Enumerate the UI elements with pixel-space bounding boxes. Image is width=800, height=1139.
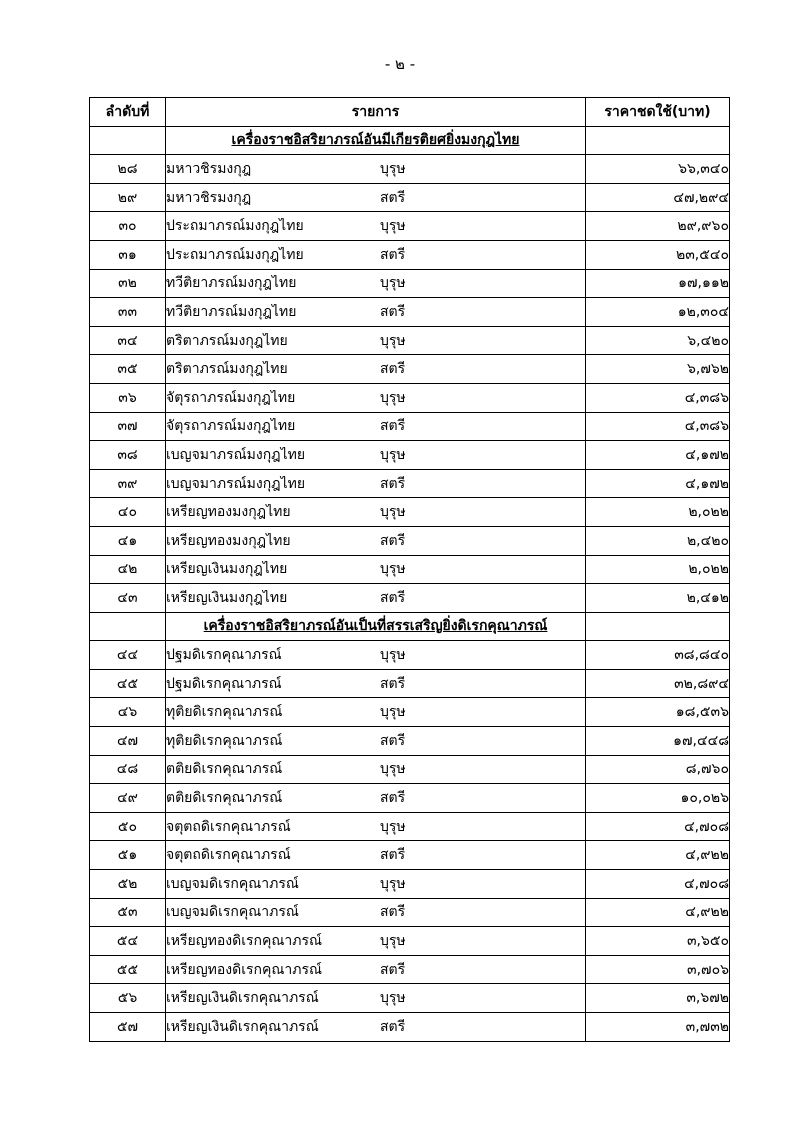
row-item-cell <box>166 669 586 698</box>
row-item-cell <box>166 784 586 813</box>
row-number: ๔๒ <box>90 555 166 584</box>
item-gender: บุรุษ <box>380 875 406 892</box>
row-item-cell <box>166 526 586 555</box>
item-name: เหรียญเงินดิเรกคุณาภรณ์ <box>166 990 319 1007</box>
row-item-cell <box>166 755 586 784</box>
row-price: ๔,๗๐๘ <box>586 870 730 899</box>
row-item-cell <box>166 269 586 298</box>
item-name: ทุติยดิเรกคุณาภรณ์ <box>166 704 283 721</box>
row-number: ๔๓ <box>90 584 166 613</box>
row-item-cell <box>166 841 586 870</box>
header-price: ราคาชดใช้(บาท) <box>586 98 730 127</box>
row-number: ๓๕ <box>90 355 166 384</box>
item-name: จตุตถดิเรกคุณาภรณ์ <box>166 847 291 864</box>
table-row <box>90 269 730 298</box>
row-number: ๒๙ <box>90 183 166 212</box>
item-gender: สตรี <box>380 189 406 206</box>
item-name: ตริตาภรณ์มงกุฎไทย <box>166 361 288 378</box>
item-name: ประถมาภรณ์มงกุฎไทย <box>166 218 304 235</box>
item-name: จตุตถดิเรกคุณาภรณ์ <box>166 818 291 835</box>
section-empty-no-cell <box>90 612 166 641</box>
item-gender: สตรี <box>380 532 406 549</box>
table-row <box>90 498 730 527</box>
row-price: ๒,๐๒๒ <box>586 498 730 527</box>
row-number: ๒๘ <box>90 155 166 184</box>
item-gender: บุรุษ <box>380 160 406 177</box>
row-item-cell <box>166 584 586 613</box>
row-price: ๖,๔๒๐ <box>586 326 730 355</box>
row-number: ๓๙ <box>90 469 166 498</box>
item-name: ทุติยดิเรกคุณาภรณ์ <box>166 732 283 749</box>
row-item-cell <box>166 469 586 498</box>
row-number: ๕๕ <box>90 955 166 984</box>
row-price: ๖,๗๖๒ <box>586 355 730 384</box>
row-number: ๕๓ <box>90 898 166 927</box>
row-item-cell <box>166 240 586 269</box>
item-gender: สตรี <box>380 904 406 921</box>
item-name: เบญจมาภรณ์มงกุฎไทย <box>166 475 306 492</box>
table-row <box>90 441 730 470</box>
row-item-cell <box>166 412 586 441</box>
item-name: เหรียญทองดิเรกคุณาภรณ์ <box>166 961 322 978</box>
table-row <box>90 841 730 870</box>
table-header-row <box>90 98 730 127</box>
item-name: เหรียญทองมงกุฎไทย <box>166 532 291 549</box>
row-price: ๒๓,๕๔๐ <box>586 240 730 269</box>
table-row <box>90 898 730 927</box>
table-row <box>90 183 730 212</box>
table-row <box>90 212 730 241</box>
row-price: ๑๗,๔๔๘ <box>586 727 730 756</box>
item-gender: สตรี <box>380 418 406 435</box>
item-gender: บุรุษ <box>380 218 406 235</box>
table-row <box>90 812 730 841</box>
row-item-cell <box>166 326 586 355</box>
item-gender: บุรุษ <box>380 332 406 349</box>
table-row <box>90 326 730 355</box>
row-price: ๒,๔๑๒ <box>586 584 730 613</box>
item-name: เบญจมดิเรกคุณาภรณ์ <box>166 875 299 892</box>
row-number: ๔๐ <box>90 498 166 527</box>
table-row <box>90 698 730 727</box>
table-row <box>90 155 730 184</box>
table-row <box>90 355 730 384</box>
row-item-cell <box>166 441 586 470</box>
row-item-cell <box>166 355 586 384</box>
row-number: ๔๕ <box>90 669 166 698</box>
item-name: มหาวชิรมงกุฎ <box>166 160 252 177</box>
row-number: ๕๔ <box>90 927 166 956</box>
row-number: ๔๙ <box>90 784 166 813</box>
row-number: ๓๒ <box>90 269 166 298</box>
header-no: ลำดับที่ <box>90 98 166 127</box>
row-item-cell <box>166 298 586 327</box>
item-name: ปฐมดิเรกคุณาภรณ์ <box>166 675 282 692</box>
row-price: ๑๐,๐๒๖ <box>586 784 730 813</box>
item-gender: บุรุษ <box>380 933 406 950</box>
table-row <box>90 298 730 327</box>
row-number: ๓๔ <box>90 326 166 355</box>
row-price: ๔,๑๗๒ <box>586 441 730 470</box>
row-price: ๔,๙๒๒ <box>586 898 730 927</box>
section-title: เครื่องราชอิสริยาภรณ์อันเป็นที่สรรเสริญยิ่งดิเรกคุณาภรณ์ <box>166 612 586 641</box>
item-name: ทวีติยาภรณ์มงกุฎไทย <box>166 303 297 320</box>
row-price: ๓๒,๘๙๔ <box>586 669 730 698</box>
table-row <box>90 526 730 555</box>
row-number: ๓๖ <box>90 383 166 412</box>
row-item-cell <box>166 183 586 212</box>
table-row <box>90 1013 730 1042</box>
row-number: ๕๐ <box>90 812 166 841</box>
row-number: ๓๘ <box>90 441 166 470</box>
item-gender: สตรี <box>380 475 406 492</box>
item-gender: บุรุษ <box>380 561 406 578</box>
section-empty-no-cell <box>90 126 166 155</box>
item-gender: บุรุษ <box>380 647 406 664</box>
item-gender: บุรุษ <box>380 990 406 1007</box>
table-row <box>90 784 730 813</box>
row-number: ๕๑ <box>90 841 166 870</box>
row-item-cell <box>166 927 586 956</box>
row-item-cell <box>166 727 586 756</box>
row-number: ๓๓ <box>90 298 166 327</box>
row-item-cell <box>166 898 586 927</box>
item-name: จัตุรถาภรณ์มงกุฎไทย <box>166 418 296 435</box>
row-item-cell <box>166 870 586 899</box>
row-price: ๓๘,๘๔๐ <box>586 641 730 670</box>
item-gender: สตรี <box>380 847 406 864</box>
row-price: ๒,๔๒๐ <box>586 526 730 555</box>
item-gender: สตรี <box>380 361 406 378</box>
table-row <box>90 584 730 613</box>
item-gender: บุรุษ <box>380 704 406 721</box>
item-gender: สตรี <box>380 1018 406 1035</box>
table-row <box>90 727 730 756</box>
row-price: ๔,๓๘๖ <box>586 383 730 412</box>
row-number: ๔๑ <box>90 526 166 555</box>
item-name: มหาวชิรมงกุฎ <box>166 189 252 206</box>
row-item-cell <box>166 984 586 1013</box>
item-gender: บุรุษ <box>380 446 406 463</box>
row-number: ๓๐ <box>90 212 166 241</box>
row-item-cell <box>166 212 586 241</box>
row-price: ๓,๗๐๖ <box>586 955 730 984</box>
row-number: ๔๗ <box>90 727 166 756</box>
item-name: เหรียญเงินดิเรกคุณาภรณ์ <box>166 1018 319 1035</box>
item-name: ทวีติยาภรณ์มงกุฎไทย <box>166 275 297 292</box>
row-price: ๓,๖๗๒ <box>586 984 730 1013</box>
item-gender: สตรี <box>380 790 406 807</box>
item-gender: สตรี <box>380 675 406 692</box>
item-gender: บุรุษ <box>380 761 406 778</box>
item-name: เหรียญเงินมงกุฎไทย <box>166 589 288 606</box>
section-header-row <box>90 126 730 155</box>
row-price: ๑๘,๕๓๖ <box>586 698 730 727</box>
page-number: - ๒ - <box>384 55 416 73</box>
row-price: ๔,๑๗๒ <box>586 469 730 498</box>
item-gender: บุรุษ <box>380 818 406 835</box>
table-row <box>90 984 730 1013</box>
item-gender: สตรี <box>380 732 406 749</box>
item-name: เบญจมาภรณ์มงกุฎไทย <box>166 446 306 463</box>
table-row <box>90 383 730 412</box>
row-item-cell <box>166 812 586 841</box>
item-name: เบญจมดิเรกคุณาภรณ์ <box>166 904 299 921</box>
row-number: ๓๗ <box>90 412 166 441</box>
row-item-cell <box>166 955 586 984</box>
row-price: ๔,๓๘๖ <box>586 412 730 441</box>
table-row <box>90 555 730 584</box>
row-price: ๔,๗๐๘ <box>586 812 730 841</box>
item-gender: สตรี <box>380 961 406 978</box>
row-item-cell <box>166 498 586 527</box>
row-price: ๖๖,๓๔๐ <box>586 155 730 184</box>
section-empty-price-cell <box>586 126 730 155</box>
item-name: ปฐมดิเรกคุณาภรณ์ <box>166 647 282 664</box>
header-item: รายการ <box>166 98 586 127</box>
row-number: ๓๑ <box>90 240 166 269</box>
section-empty-price-cell <box>586 612 730 641</box>
table-row <box>90 412 730 441</box>
row-price: ๑๗,๑๑๒ <box>586 269 730 298</box>
item-name: ตริตาภรณ์มงกุฎไทย <box>166 332 288 349</box>
item-name: เหรียญเงินมงกุฎไทย <box>166 561 288 578</box>
row-price: ๔๗,๒๙๔ <box>586 183 730 212</box>
row-number: ๔๘ <box>90 755 166 784</box>
item-name: เหรียญทองดิเรกคุณาภรณ์ <box>166 933 322 950</box>
table-row <box>90 469 730 498</box>
row-item-cell <box>166 1013 586 1042</box>
row-price: ๓,๖๕๐ <box>586 927 730 956</box>
row-price: ๑๒,๓๐๔ <box>586 298 730 327</box>
table-row <box>90 240 730 269</box>
section-title: เครื่องราชอิสริยาภรณ์อันมีเกียรติยศยิ่งมงกุฎไทย <box>166 126 586 155</box>
row-number: ๔๖ <box>90 698 166 727</box>
table-row <box>90 641 730 670</box>
row-item-cell <box>166 698 586 727</box>
row-item-cell <box>166 641 586 670</box>
item-name: จัตุรถาภรณ์มงกุฎไทย <box>166 389 296 406</box>
row-number: ๕๗ <box>90 1013 166 1042</box>
item-gender: สตรี <box>380 246 406 263</box>
table-row <box>90 870 730 899</box>
item-gender: บุรุษ <box>380 275 406 292</box>
section-header-row <box>90 612 730 641</box>
row-price: ๒,๐๒๒ <box>586 555 730 584</box>
table-row <box>90 927 730 956</box>
row-price: ๓,๗๓๒ <box>586 1013 730 1042</box>
item-gender: บุรุษ <box>380 389 406 406</box>
row-number: ๕๖ <box>90 984 166 1013</box>
row-item-cell <box>166 155 586 184</box>
row-number: ๕๒ <box>90 870 166 899</box>
table-row <box>90 955 730 984</box>
item-gender: สตรี <box>380 303 406 320</box>
item-name: ตติยดิเรกคุณาภรณ์ <box>166 761 283 778</box>
row-item-cell <box>166 555 586 584</box>
row-price: ๔,๙๒๒ <box>586 841 730 870</box>
item-name: ตติยดิเรกคุณาภรณ์ <box>166 790 283 807</box>
item-gender: บุรุษ <box>380 504 406 521</box>
row-price: ๘,๗๖๐ <box>586 755 730 784</box>
table-row <box>90 669 730 698</box>
item-gender: สตรี <box>380 589 406 606</box>
price-table <box>89 97 730 1042</box>
table-row <box>90 755 730 784</box>
row-price: ๒๙,๙๖๐ <box>586 212 730 241</box>
table-body <box>90 126 730 1041</box>
row-number: ๔๔ <box>90 641 166 670</box>
item-name: เหรียญทองมงกุฎไทย <box>166 504 291 521</box>
item-name: ประถมาภรณ์มงกุฎไทย <box>166 246 304 263</box>
row-item-cell <box>166 383 586 412</box>
